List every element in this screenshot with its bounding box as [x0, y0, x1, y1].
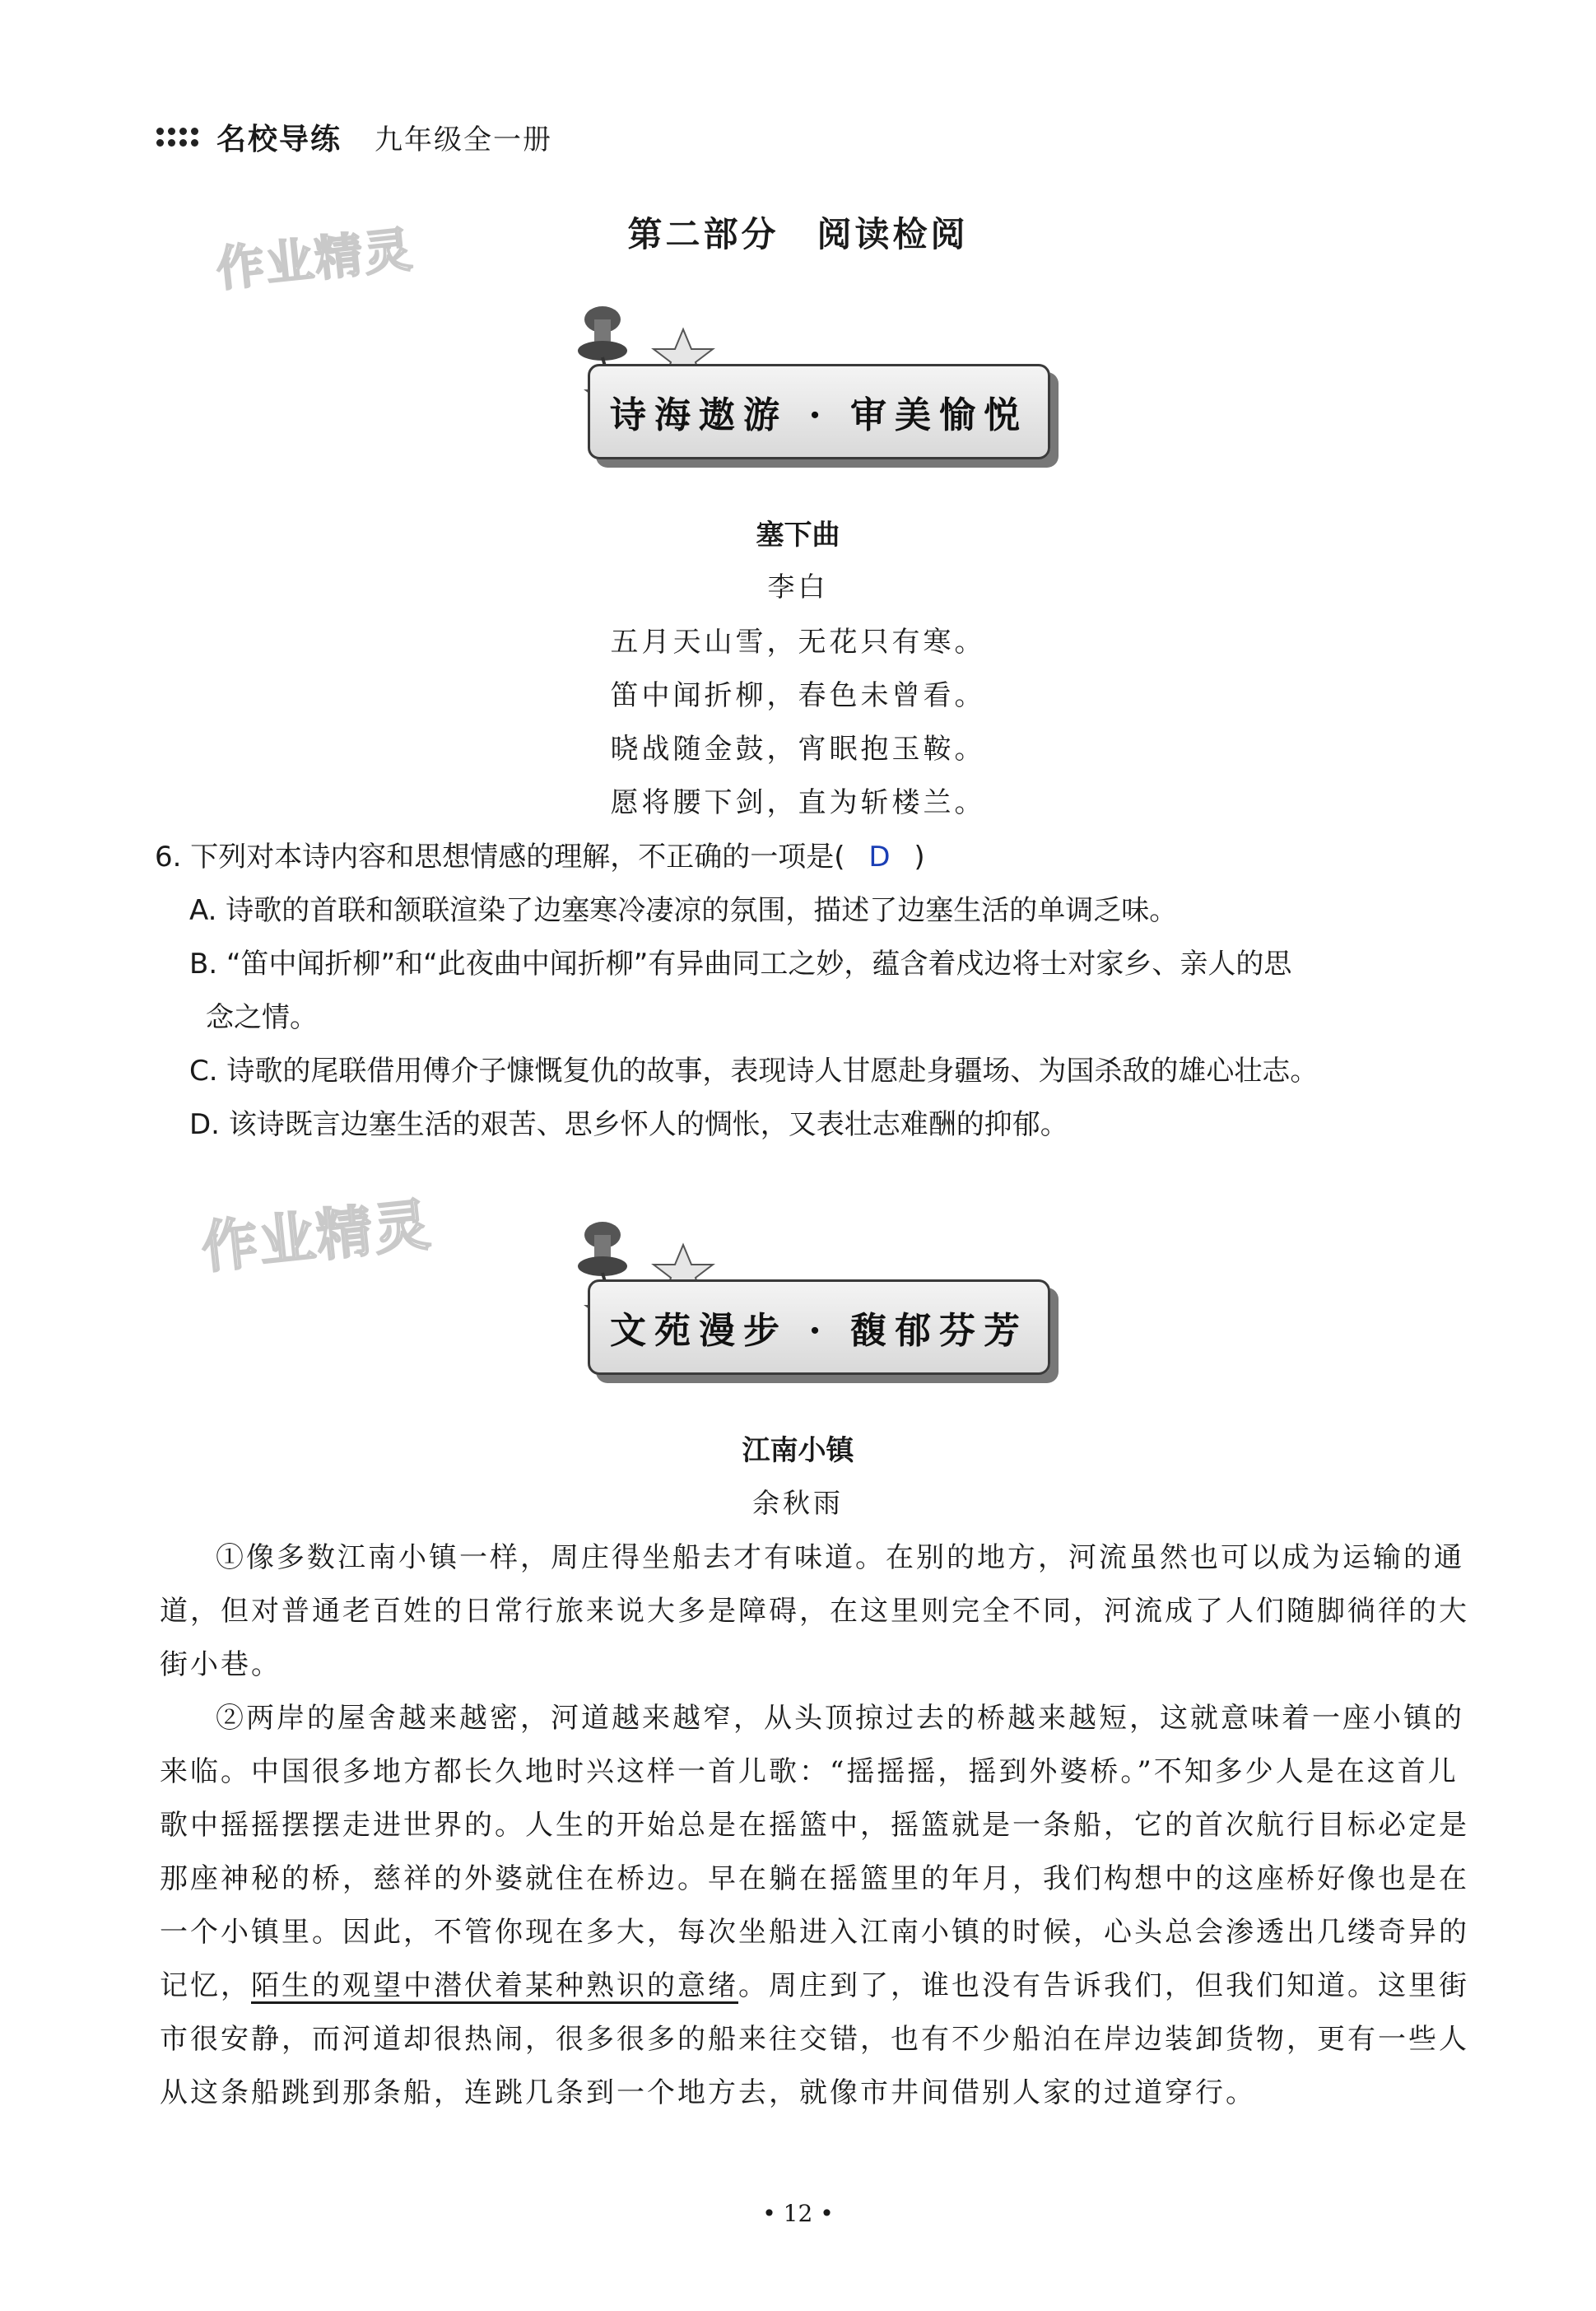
watermark: 作业精灵: [198, 1192, 435, 1282]
grade-label: 九年级全一册: [375, 123, 553, 156]
option-b-continued: 念之情。: [206, 1001, 318, 1034]
question-stem-close: ): [914, 841, 925, 874]
banner-label: 文苑漫步 · 馥郁芬芳: [588, 1279, 1050, 1375]
option-d: D. 该诗既言边塞生活的艰苦、思乡怀人的惆怅，又表壮志难酬的抑郁。: [189, 1108, 1068, 1141]
poem-line: 愿将腰下剑，直为斩楼兰。: [610, 786, 986, 819]
paragraph-1: ①像多数江南小镇一样，周庄得坐船去才有味道。在别的地方，河流虽然也可以成为运输的通道，但对普通老百姓的日常行旅来说大多是障碍，在这里则完全不同，河流成了人们随脚徜徉的大街小巷。: [160, 1541, 1469, 1681]
paragraph-2-text: ②两岸的屋舍越来越密，河道越来越窄，从头顶掠过去的桥越来越短，这就意味着一座小镇的来临。中国很多地方都长久地时兴这样一首儿歌：“摇摇摇，摇到外婆桥。”不知多少人是在这首儿歌中摇摇摆摆走进世界的。人生的开始总是在摇篮中，摇篮就是一条船，它的首次航行目标必定是那座神秘的桥，慈祥的外婆就住在桥边。早在躺在摇篮里的年月，我们构想中的这座桥好像也是在一个小镇里。因此，不管你现在多大，每次坐船进入江南小镇的时候，心头总会渗透出几缕奇异的记忆，: [160, 1702, 1469, 2002]
underlined-sentence: 陌生的观望中潜伏着某种熟识的意绪: [251, 1969, 738, 2002]
section-banner-prose: [560, 1212, 1070, 1409]
poem-author: 李白: [767, 571, 829, 603]
page-header: [156, 114, 552, 160]
option-b: B. “笛中闻折柳”和“此夜曲中闻折柳”有异曲同工之妙，蕴含着戍边将士对家乡、亲人的思: [189, 948, 1292, 981]
paragraph-2: [160, 1692, 1487, 2120]
watermark: 作业精灵: [213, 221, 416, 298]
article-author: 余秋雨: [752, 1487, 844, 1519]
page-number: • 12 •: [762, 2200, 834, 2227]
dots-icon: [156, 128, 198, 147]
question-answer: D: [868, 841, 891, 874]
option-a: A. 诗歌的首联和颔联渲染了边塞寒冷凄凉的氛围，描述了边塞生活的单调乏味。: [189, 894, 1178, 927]
article-title: 江南小镇: [742, 1434, 854, 1467]
section-banner-poetry: [560, 296, 1070, 494]
poem-line: 笛中闻折柳，春色未曾看。: [610, 679, 986, 712]
part-title: 第二部分 阅读检阅: [627, 214, 969, 254]
poem-line: 五月天山雪，无花只有寒。: [610, 626, 986, 659]
poem-line: 晓战随金鼓，宵眠抱玉鞍。: [610, 733, 986, 766]
question-stem: [155, 834, 925, 874]
option-c: C. 诗歌的尾联借用傅介子慷慨复仇的故事，表现诗人甘愿赴身疆场、为国杀敌的雄心壮志。: [189, 1055, 1319, 1088]
paragraph-2-text-end: 。周庄到了，谁也没有告诉我们，但我们知道。这里街市很安静，而河道却很热闹，很多很多的船来往交错，也有不少船泊在岸边装卸货物，更有一些人从这条船跳到那条船，连跳几条到一个地方去，就像市井间借别人家的过道穿行。: [160, 1969, 1469, 2109]
poem-title: 塞下曲: [756, 519, 840, 552]
brand-title: 名校导练: [216, 122, 342, 156]
banner-label: 诗海遨游 · 审美愉悦: [588, 364, 1050, 459]
question-stem-text: 6. 下列对本诗内容和思想情感的理解，不正确的一项是(: [155, 841, 845, 874]
